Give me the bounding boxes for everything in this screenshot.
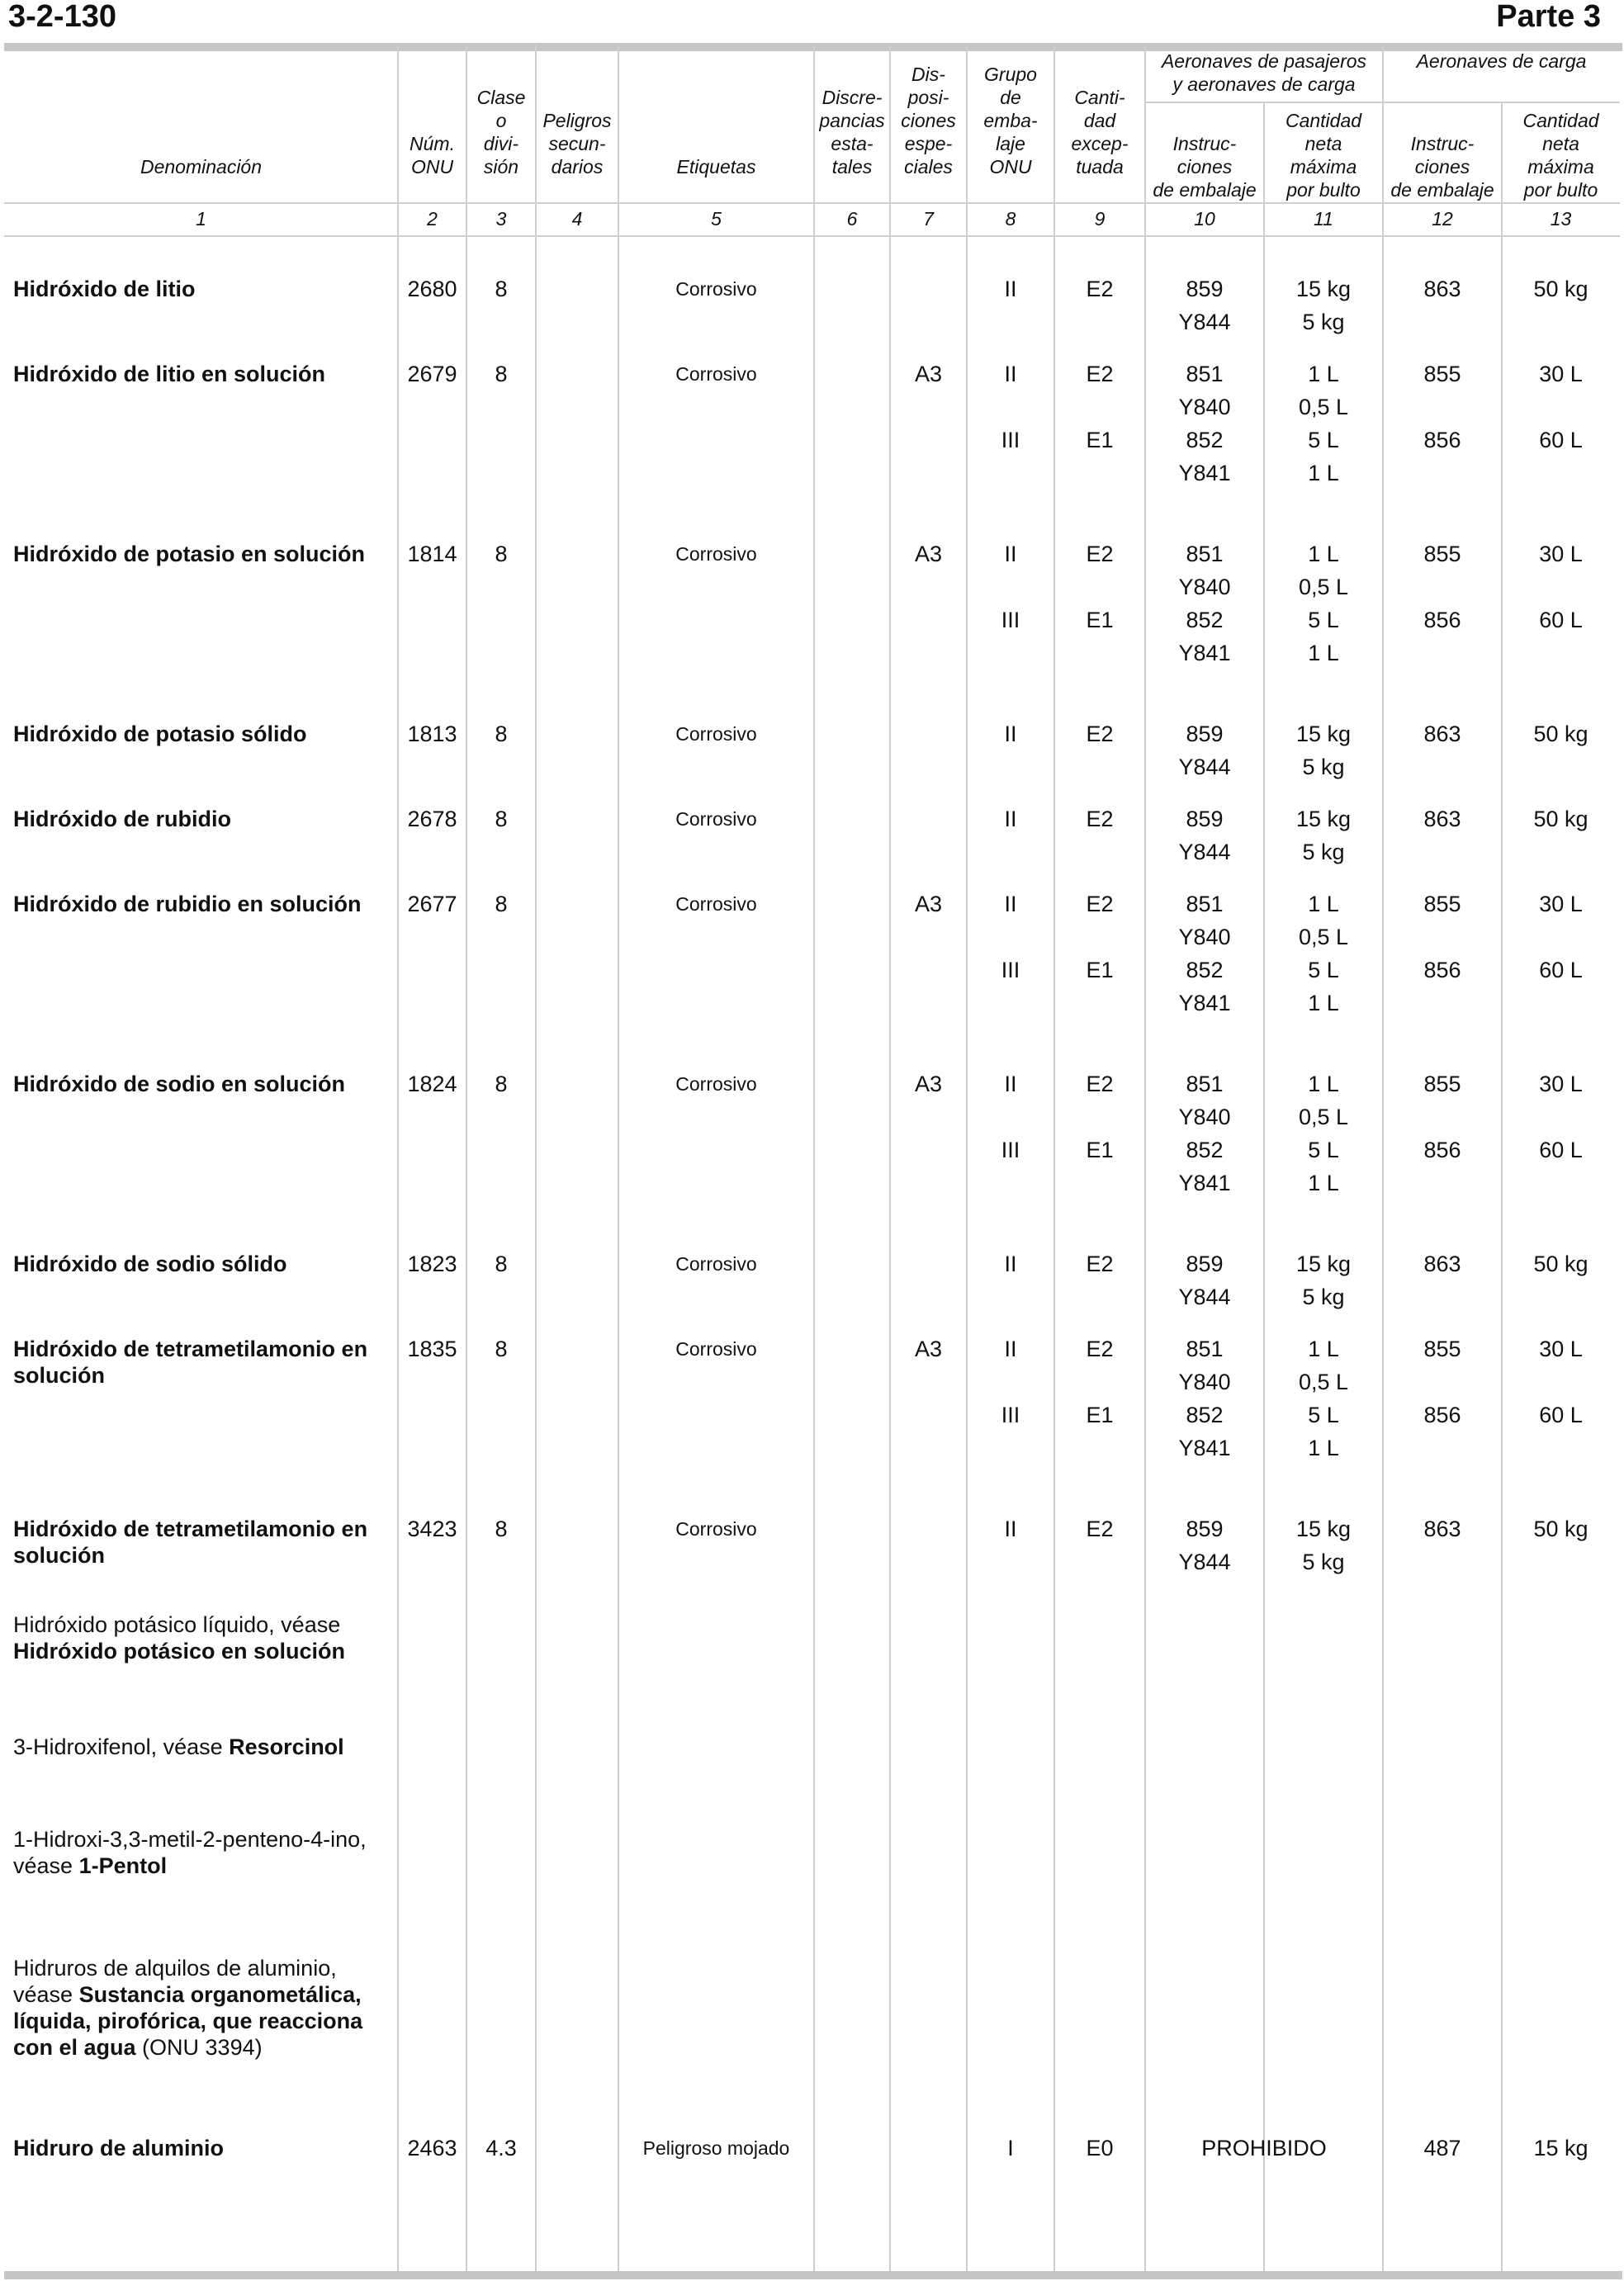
header-text: Etiquetas: [676, 156, 756, 177]
cargo-packing-instruction: 855: [1423, 542, 1461, 566]
cargo-packing-instruction: 863: [1423, 277, 1461, 301]
un-number: 1813: [407, 722, 457, 746]
entry-name: [13, 721, 393, 747]
passenger-packing-instruction: 851: [1186, 892, 1224, 916]
cargo-packing-instruction: 856: [1423, 428, 1461, 452]
header-col1: [4, 50, 398, 178]
excepted-quantity: E2: [1086, 807, 1114, 831]
header-text: Clase: [476, 87, 526, 108]
header-group-passenger: [1145, 50, 1383, 99]
header-text: Discre-: [821, 87, 883, 108]
cross-reference-text: 3-Hidroxifenol, véase: [13, 1734, 230, 1759]
header-text: neta: [1304, 133, 1342, 154]
hazard-class: 8: [495, 807, 508, 831]
passenger-max-quantity: 5 L: [1308, 958, 1339, 982]
header-text: Canti-: [1074, 87, 1125, 108]
cargo-packing-instruction: 856: [1423, 958, 1461, 982]
header-text: ciones: [1177, 156, 1233, 177]
cross-reference-target: Sustancia organometálica,: [78, 1982, 362, 2007]
column-number: 4: [571, 208, 583, 230]
passenger-max-quantity: 5 L: [1308, 428, 1339, 452]
un-number: 2463: [407, 2136, 457, 2160]
excepted-quantity: E2: [1086, 1337, 1114, 1361]
passenger-packing-instruction: 859: [1186, 1252, 1224, 1276]
cargo-max-quantity: 60 L: [1539, 1138, 1583, 1162]
excepted-quantity: E2: [1086, 362, 1114, 386]
cross-reference-line: [13, 1826, 393, 1853]
packing-group: II: [1004, 807, 1017, 831]
column-number: 5: [711, 208, 722, 230]
hazard-class: 4.3: [485, 2136, 517, 2160]
passenger-max-quantity: 1 L: [1308, 1436, 1339, 1460]
cargo-packing-instruction: 855: [1423, 892, 1461, 916]
entry-name-line: solución: [13, 1363, 106, 1388]
entry-name: [13, 541, 393, 567]
header-col7: [890, 50, 967, 178]
column-number: 3: [495, 208, 507, 230]
hazard-label: Peligroso mojado: [642, 2137, 790, 2159]
cargo-packing-instruction: 855: [1423, 1337, 1461, 1361]
passenger-packing-instruction: 851: [1186, 1072, 1224, 1096]
cross-reference-text: Hidruros de alquilos de aluminio,: [13, 1956, 337, 1980]
header-text: darios: [551, 156, 604, 177]
passenger-max-quantity: 0,5 L: [1298, 575, 1349, 599]
header-text: ciones: [1414, 156, 1470, 177]
column-number: 2: [427, 208, 438, 230]
header-text: posi-: [907, 87, 949, 108]
cross-reference-text: véase: [13, 1982, 79, 2007]
header-col8: [967, 50, 1054, 178]
passenger-packing-instruction: 859: [1186, 807, 1224, 831]
excepted-quantity: E2: [1086, 1517, 1114, 1541]
hazard-label: Corrosivo: [675, 543, 757, 565]
cargo-packing-instruction: 855: [1423, 362, 1461, 386]
packing-group: II: [1004, 1517, 1017, 1541]
passenger-packing-instruction: Y840: [1178, 1105, 1231, 1129]
special-provision: A3: [914, 892, 943, 916]
cross-reference: [13, 1734, 393, 1760]
entry-name-line: Hidróxido de sodio sólido: [13, 1252, 287, 1276]
header-text: de embalaje: [1153, 179, 1257, 201]
column-number: 1: [196, 208, 206, 230]
hazard-label: Corrosivo: [675, 1073, 757, 1095]
passenger-packing-instruction: Y844: [1178, 755, 1231, 779]
header-col9: [1054, 50, 1145, 178]
cargo-packing-instruction: 863: [1423, 1517, 1461, 1541]
hazard-label: Corrosivo: [675, 1338, 757, 1360]
header-text: secun-: [548, 133, 606, 154]
bottom-rule: [4, 2271, 1622, 2279]
passenger-packing-instruction: Y841: [1178, 991, 1231, 1015]
header-text: por bulto: [1286, 179, 1361, 201]
cargo-max-quantity: 30 L: [1539, 362, 1583, 386]
un-number: 3423: [407, 1517, 457, 1541]
un-number: 2678: [407, 807, 457, 831]
passenger-max-quantity: 1 L: [1308, 362, 1339, 386]
cross-reference-line: [13, 2034, 393, 2061]
entry-name: [13, 276, 393, 302]
packing-group: II: [1004, 1337, 1017, 1361]
hazard-class: 8: [495, 722, 508, 746]
passenger-max-quantity: 0,5 L: [1298, 395, 1349, 419]
passenger-packing-instruction: Y844: [1178, 310, 1231, 334]
cargo-max-quantity: 50 kg: [1533, 277, 1588, 301]
header-text: divi-: [483, 133, 519, 154]
entry-name-line: Hidróxido de potasio en solución: [13, 542, 366, 566]
entry-name-line: Hidróxido de potasio sólido: [13, 722, 307, 746]
hazard-label: Corrosivo: [675, 278, 757, 300]
passenger-packing-instruction: 851: [1186, 362, 1224, 386]
cargo-max-quantity: 50 kg: [1533, 1517, 1588, 1541]
passenger-max-quantity: 15 kg: [1295, 722, 1352, 746]
passenger-packing-instruction: 852: [1186, 1138, 1224, 1162]
header-text: o: [495, 110, 507, 131]
cross-reference-text: (ONU 3394): [135, 2035, 263, 2060]
passenger-max-quantity: 5 kg: [1302, 1285, 1345, 1309]
passenger-max-quantity: 0,5 L: [1298, 1105, 1349, 1129]
header-col12: [1383, 107, 1502, 201]
header-text: Grupo: [984, 64, 1037, 85]
header-text: sión: [483, 156, 519, 177]
header-text: máxima: [1290, 156, 1357, 177]
hazard-class: 8: [495, 362, 508, 386]
packing-group: III: [1001, 1138, 1020, 1162]
hazard-label: Corrosivo: [675, 1253, 757, 1275]
cargo-packing-instruction: 863: [1423, 1252, 1461, 1276]
passenger-packing-instruction: Y841: [1178, 461, 1231, 485]
excepted-quantity: E1: [1086, 1403, 1114, 1427]
passenger-forbidden: PROHIBIDO: [1201, 2136, 1327, 2160]
passenger-packing-instruction: 851: [1186, 1337, 1224, 1361]
cargo-max-quantity: 15 kg: [1533, 2136, 1588, 2160]
entry-name-line: Hidróxido de tetrametilamonio en: [13, 1337, 368, 1361]
header-text: Aeronaves de pasajeros: [1161, 50, 1367, 72]
header-text: Cantidad: [1522, 110, 1599, 131]
header-col10: [1145, 107, 1264, 201]
header-text: ciales: [904, 156, 953, 177]
cargo-max-quantity: 60 L: [1539, 958, 1583, 982]
un-number: 2680: [407, 277, 457, 301]
header-text: Cantidad: [1285, 110, 1362, 131]
passenger-max-quantity: 1 L: [1308, 641, 1339, 665]
special-provision: A3: [914, 1072, 943, 1096]
un-number: 1824: [407, 1072, 457, 1096]
header-text: laje: [996, 133, 1025, 154]
cross-reference-text: Hidróxido potásico líquido, véase: [13, 1612, 341, 1637]
excepted-quantity: E0: [1086, 2136, 1114, 2160]
hazard-class: 8: [495, 1337, 508, 1361]
passenger-packing-instruction: 852: [1186, 1403, 1224, 1427]
column-number: 10: [1194, 208, 1215, 230]
header-group-cargo: [1383, 50, 1620, 99]
passenger-packing-instruction: 859: [1186, 722, 1224, 746]
passenger-packing-instruction: Y841: [1178, 1436, 1231, 1460]
header-col11: [1264, 107, 1383, 201]
packing-group: II: [1004, 892, 1017, 916]
passenger-max-quantity: 15 kg: [1295, 1252, 1352, 1276]
passenger-max-quantity: 1 L: [1308, 892, 1339, 916]
header-text: excep-: [1071, 133, 1129, 154]
header-col3: [466, 50, 536, 178]
hazard-class: 8: [495, 1072, 508, 1096]
passenger-packing-instruction: Y844: [1178, 1550, 1231, 1574]
cross-reference-target: líquida, pirofórica, que reacciona: [13, 2009, 363, 2033]
excepted-quantity: E1: [1086, 1138, 1114, 1162]
excepted-quantity: E2: [1086, 892, 1114, 916]
header-text: ciones: [901, 110, 956, 131]
hazard-label: Corrosivo: [675, 893, 757, 915]
passenger-packing-instruction: 852: [1186, 428, 1224, 452]
cross-reference-line: [13, 1611, 393, 1638]
header-text: Dis-: [911, 64, 945, 85]
column-number: 12: [1432, 208, 1453, 230]
passenger-packing-instruction: Y841: [1178, 641, 1231, 665]
column-number: 7: [923, 208, 934, 230]
cargo-max-quantity: 30 L: [1539, 542, 1583, 566]
cross-reference-line: [13, 1853, 393, 1879]
passenger-max-quantity: 1 L: [1308, 1072, 1339, 1096]
header-text: ONU: [989, 156, 1032, 177]
entry-name-line: Hidróxido de tetrametilamonio en: [13, 1517, 368, 1541]
cross-reference-target: con el agua: [13, 2035, 136, 2060]
hazard-class: 8: [495, 1252, 508, 1276]
header-text: Aeronaves de carga: [1416, 50, 1587, 72]
passenger-packing-instruction: Y840: [1178, 1370, 1231, 1394]
passenger-packing-instruction: Y844: [1178, 840, 1231, 864]
cargo-max-quantity: 30 L: [1539, 892, 1583, 916]
passenger-max-quantity: 15 kg: [1295, 277, 1352, 301]
passenger-max-quantity: 15 kg: [1295, 1517, 1352, 1541]
passenger-max-quantity: 0,5 L: [1298, 1370, 1349, 1394]
un-number: 1823: [407, 1252, 457, 1276]
un-number: 1835: [407, 1337, 457, 1361]
packing-group: II: [1004, 722, 1017, 746]
packing-group: II: [1004, 277, 1017, 301]
passenger-max-quantity: 1 L: [1308, 542, 1339, 566]
passenger-packing-instruction: 851: [1186, 542, 1224, 566]
cross-reference-line: [13, 1734, 393, 1760]
cross-reference: [13, 1955, 393, 2061]
header-text: ONU: [410, 156, 454, 177]
cargo-max-quantity: 50 kg: [1533, 722, 1588, 746]
excepted-quantity: E2: [1086, 722, 1114, 746]
header-text: Instruc-: [1410, 133, 1475, 154]
excepted-quantity: E1: [1086, 958, 1114, 982]
header-col5: [618, 50, 814, 178]
column-number: 13: [1550, 208, 1572, 230]
excepted-quantity: E2: [1086, 1072, 1114, 1096]
passenger-packing-instruction: Y840: [1178, 395, 1231, 419]
passenger-max-quantity: 5 L: [1308, 608, 1339, 632]
entry-name: [13, 1251, 393, 1277]
packing-group: III: [1001, 428, 1020, 452]
entry-name: [13, 361, 393, 387]
entry-name: [13, 1336, 393, 1389]
packing-group: III: [1001, 608, 1020, 632]
un-number: 1814: [407, 542, 457, 566]
hazard-label: Corrosivo: [675, 363, 757, 385]
excepted-quantity: E2: [1086, 277, 1114, 301]
header-text: máxima: [1527, 156, 1594, 177]
header-col2: [398, 50, 466, 178]
header-text: emba-: [983, 110, 1038, 131]
header-col6: [814, 50, 890, 178]
entry-name: [13, 1071, 393, 1097]
cargo-max-quantity: 30 L: [1539, 1337, 1583, 1361]
excepted-quantity: E1: [1086, 428, 1114, 452]
cargo-packing-instruction: 863: [1423, 807, 1461, 831]
cargo-packing-instruction: 856: [1423, 1403, 1461, 1427]
passenger-packing-instruction: Y840: [1178, 575, 1231, 599]
passenger-packing-instruction: 852: [1186, 958, 1224, 982]
hazard-class: 8: [495, 892, 508, 916]
passenger-max-quantity: 15 kg: [1295, 807, 1352, 831]
header-text: neta: [1542, 133, 1579, 154]
cross-reference-line: [13, 1955, 393, 1981]
column-number: 11: [1314, 208, 1333, 230]
column-number: 6: [846, 208, 858, 230]
cargo-packing-instruction: 487: [1423, 2136, 1461, 2160]
passenger-packing-instruction: 859: [1186, 277, 1224, 301]
cross-reference: [13, 1611, 393, 1664]
hazard-label: Corrosivo: [675, 723, 757, 745]
header-text: por bulto: [1523, 179, 1598, 201]
cross-reference-target: 1-Pentol: [78, 1853, 168, 1878]
cross-reference-line: [13, 2008, 393, 2034]
passenger-max-quantity: 5 kg: [1302, 1550, 1345, 1574]
packing-group: II: [1004, 542, 1017, 566]
header-text: dad: [1083, 110, 1116, 131]
passenger-packing-instruction: 859: [1186, 1517, 1224, 1541]
hazard-class: 8: [495, 1517, 508, 1541]
entry-name: [13, 1516, 393, 1569]
entry-name-line: Hidróxido de litio en solución: [13, 362, 326, 386]
part-title: Parte 3: [1496, 0, 1601, 34]
header-text: de: [1000, 87, 1021, 108]
header-text: espe-: [904, 133, 953, 154]
entry-name: [13, 2135, 393, 2161]
passenger-packing-instruction: Y844: [1178, 1285, 1231, 1309]
cross-reference-text: 1-Hidroxi-3,3-metil-2-penteno-4-ino,: [13, 1827, 367, 1852]
hazard-class: 8: [495, 277, 508, 301]
special-provision: A3: [914, 362, 943, 386]
header-text: Denominación: [140, 156, 263, 177]
un-number: 2677: [407, 892, 457, 916]
header-group-rule: [1145, 102, 1620, 103]
entry-name-line: Hidróxido de rubidio: [13, 807, 231, 831]
cargo-max-quantity: 50 kg: [1533, 807, 1588, 831]
header-text: Peligros: [542, 110, 612, 131]
header-text: Instruc-: [1172, 133, 1237, 154]
passenger-max-quantity: 5 kg: [1302, 755, 1345, 779]
header-text: y aeronaves de carga: [1172, 73, 1356, 95]
excepted-quantity: E2: [1086, 542, 1114, 566]
header-text: tales: [831, 156, 873, 177]
cross-reference-line: [13, 1638, 393, 1664]
cross-reference-text: véase: [13, 1853, 79, 1878]
cargo-max-quantity: 60 L: [1539, 428, 1583, 452]
cross-reference-target: Hidróxido potásico en solución: [13, 1639, 346, 1663]
packing-group: II: [1004, 1072, 1017, 1096]
header-col4: [536, 50, 618, 178]
cargo-max-quantity: 60 L: [1539, 608, 1583, 632]
passenger-max-quantity: 0,5 L: [1298, 925, 1349, 949]
passenger-packing-instruction: 852: [1186, 608, 1224, 632]
cargo-max-quantity: 60 L: [1539, 1403, 1583, 1427]
passenger-max-quantity: 5 kg: [1302, 840, 1345, 864]
header-text: de embalaje: [1390, 179, 1494, 201]
un-number: 2679: [407, 362, 457, 386]
cargo-max-quantity: 30 L: [1539, 1072, 1583, 1096]
header-text: Núm.: [410, 133, 455, 154]
passenger-max-quantity: 5 L: [1308, 1403, 1339, 1427]
packing-group: III: [1001, 958, 1020, 982]
header-col13: [1502, 107, 1620, 201]
passenger-max-quantity: 1 L: [1308, 991, 1339, 1015]
packing-group: II: [1004, 1252, 1017, 1276]
special-provision: A3: [914, 542, 943, 566]
cross-reference-target: Resorcinol: [229, 1734, 344, 1759]
passenger-max-quantity: 1 L: [1308, 1171, 1339, 1195]
cargo-max-quantity: 50 kg: [1533, 1252, 1588, 1276]
special-provision: A3: [914, 1337, 943, 1361]
packing-group: II: [1004, 362, 1017, 386]
cross-reference: [13, 1826, 393, 1879]
page-number: 3-2-130: [8, 0, 116, 34]
excepted-quantity: E2: [1086, 1252, 1114, 1276]
passenger-packing-instruction: Y841: [1178, 1171, 1231, 1195]
excepted-quantity: E1: [1086, 608, 1114, 632]
entry-name: [13, 891, 393, 917]
packing-group: I: [1007, 2136, 1014, 2160]
header-text: esta-: [831, 133, 874, 154]
packing-group: III: [1001, 1403, 1020, 1427]
passenger-packing-instruction: Y840: [1178, 925, 1231, 949]
entry-name-line: Hidróxido de litio: [13, 277, 196, 301]
entry-name-line: Hidruro de aluminio: [13, 2136, 225, 2160]
header-rule: [4, 202, 1620, 204]
header-text: pancias: [819, 110, 885, 131]
entry-name-line: solución: [13, 1543, 106, 1568]
passenger-max-quantity: 5 L: [1308, 1138, 1339, 1162]
cargo-packing-instruction: 856: [1423, 1138, 1461, 1162]
passenger-max-quantity: 5 kg: [1302, 310, 1345, 334]
hazard-label: Corrosivo: [675, 1518, 757, 1540]
column-number: 9: [1094, 208, 1106, 230]
entry-name: [13, 806, 393, 832]
cargo-packing-instruction: 863: [1423, 722, 1461, 746]
header-text: tuada: [1076, 156, 1124, 177]
passenger-max-quantity: 1 L: [1308, 461, 1339, 485]
hazard-label: Corrosivo: [675, 808, 757, 830]
cargo-packing-instruction: 856: [1423, 608, 1461, 632]
cargo-packing-instruction: 855: [1423, 1072, 1461, 1096]
column-number-rule: [4, 235, 1620, 237]
entry-name-line: Hidróxido de sodio en solución: [13, 1072, 346, 1096]
column-number: 8: [1005, 208, 1016, 230]
hazard-class: 8: [495, 542, 508, 566]
entry-name-line: Hidróxido de rubidio en solución: [13, 892, 362, 916]
passenger-max-quantity: 1 L: [1308, 1337, 1339, 1361]
cross-reference-line: [13, 1981, 393, 2008]
